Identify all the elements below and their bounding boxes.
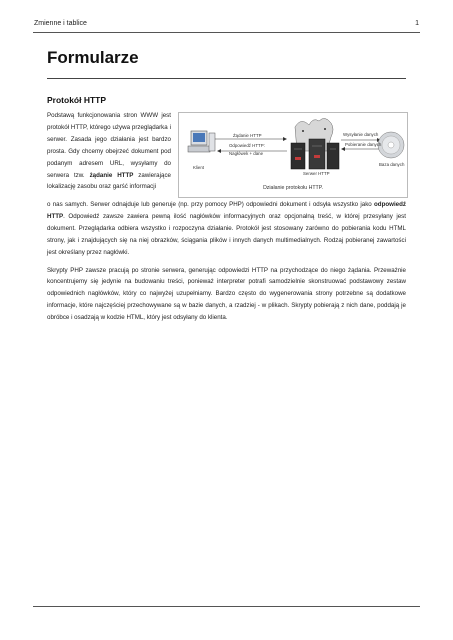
paragraph-response bbox=[47, 199, 406, 259]
paragraph-response-tail: . Odpowiedź zawsze zawiera pewną ilość nagłówków informacyjnych oraz opcjonalną treść, w której przesyłany jest dokument. Przeglądarka odbiera wszystko i rozpoczyna działanie. Protokół jest stosowany zarówno do pobierania kodu HTML strony, jak i znajdujących się na niej obrazków, ściągania plików i innych danych multimedialnych. Rodzaj pobieranej zawartości jest określany przez nagłówki. bbox=[47, 212, 406, 256]
running-title: Zmienne i tablice bbox=[34, 20, 87, 27]
client-label: Klient bbox=[193, 165, 204, 170]
response-label: Odpowiedź HTTP: bbox=[229, 143, 265, 148]
intro-paragraph-wrapped bbox=[47, 110, 171, 193]
intro-tail: zawierające lokalizację zasobu oraz garść informacji bbox=[47, 171, 171, 191]
receive-data-arrow bbox=[341, 147, 379, 151]
database-label: Baza danych bbox=[379, 162, 405, 167]
header-divider bbox=[33, 32, 420, 33]
page-number: 1 bbox=[415, 20, 419, 27]
title-divider bbox=[47, 78, 406, 79]
intro-text: Podstawą funkcjonowania stron WWW jest protokół HTTP, którego używa przeglądarka i serwer. Zasada jego działania jest bardzo prosta. Gdy chcemy obejrzeć dokument pod podanym adresem URL, wysyłamy do serwera tzw. bbox=[47, 112, 171, 179]
database-disc-icon bbox=[378, 132, 404, 158]
intro-bold-term: żądanie HTTP bbox=[89, 171, 134, 179]
paragraph-response-bold: odpowiedź HTTP bbox=[47, 201, 406, 220]
receive-data-label: Pobieranie danych bbox=[345, 142, 382, 147]
http-diagram-figure bbox=[178, 112, 408, 198]
paragraph-response-lead: o nas samych. Serwer odnajduje lub generuje (np. przy pomocy PHP) odpowiedni dokument i odsyła wszystko jako bbox=[47, 201, 375, 208]
response-sub-label: Nagłówek + dane bbox=[229, 151, 264, 156]
footer-divider bbox=[33, 606, 420, 607]
server-label: Serwer HTTP bbox=[303, 171, 330, 176]
send-data-label: Wysyłanie danych bbox=[343, 132, 379, 137]
section-heading: Protokół HTTP bbox=[47, 95, 107, 105]
client-computer-icon bbox=[188, 131, 215, 152]
body-text bbox=[47, 199, 406, 324]
figure-caption: Działanie protokołu HTTP. bbox=[263, 185, 323, 191]
server-icon bbox=[291, 118, 339, 169]
request-label: Żądanie HTTP bbox=[233, 133, 262, 138]
page-title: Formularze bbox=[47, 48, 139, 67]
paragraph-php: Skrypty PHP zawsze pracują po stronie serwera, generując odpowiedzi HTTP na przychodzące do niego żądania. Przeważnie koncentrujemy się jedynie na budowaniu treści, ponieważ interpreter potrafi samodzielnie skonstruować podstawowy zestaw odpowiednich nagłówków, który co najwyżej uzupełniamy. Bardzo często do wygenerowania strony potrzebne są dodatkowe informacje, które najczęściej przechowywane są w bazie danych, a rzadziej - w plikach. Skrypty pobierają z nich dane, poddają je obróbce i osadzają w kodzie HTML, który jest odsyłany do klienta. bbox=[47, 266, 406, 322]
